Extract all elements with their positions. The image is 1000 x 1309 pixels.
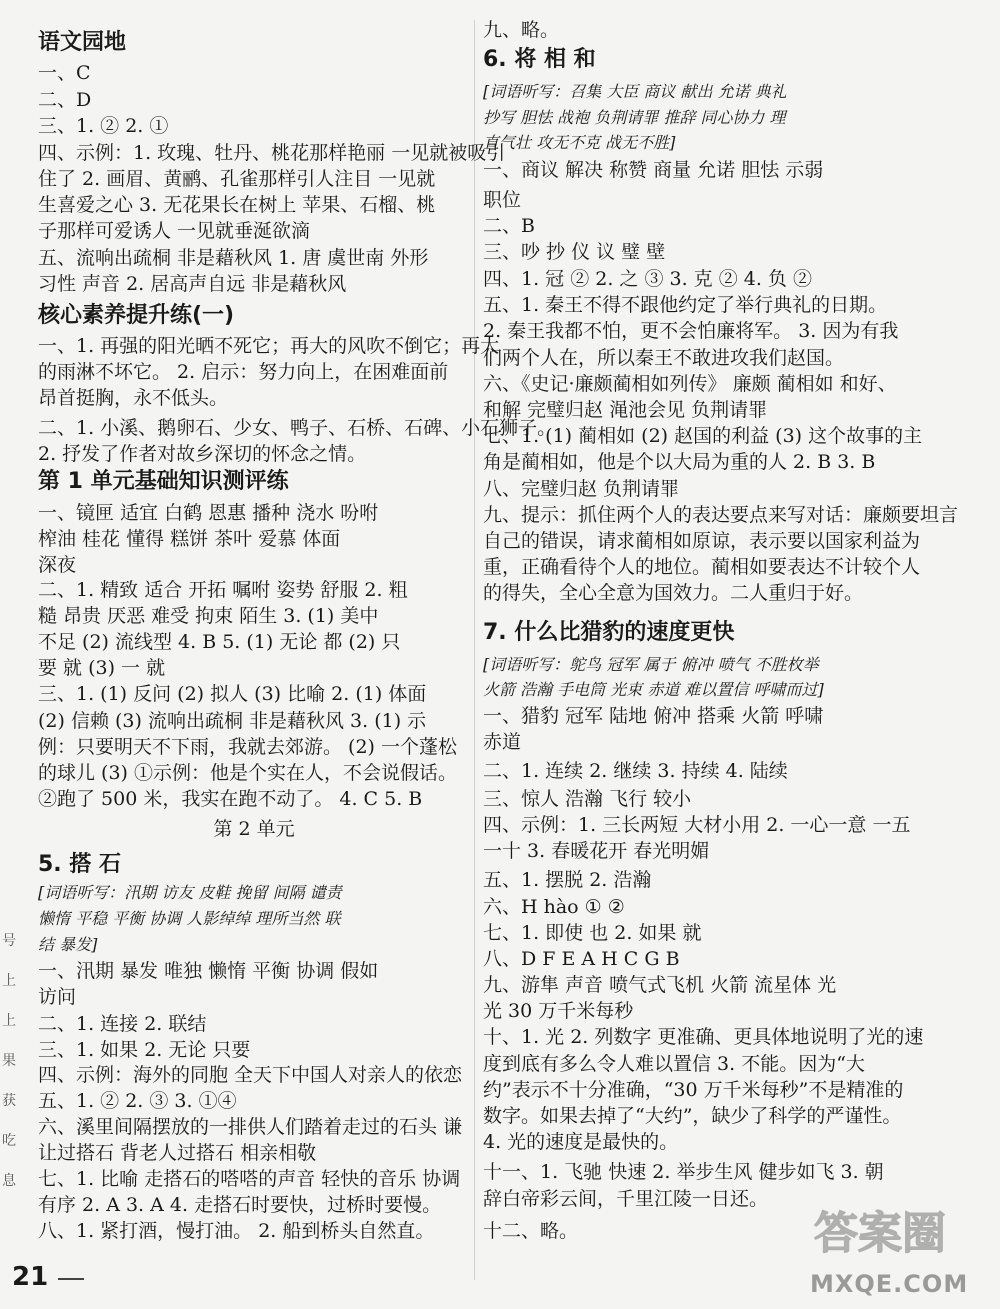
right-line: 七、1. 即使 也 2. 如果 就: [483, 922, 702, 944]
left-line: 2. 抒发了作者对故乡深切的怀念之情。: [38, 443, 367, 465]
left-line: 访问: [38, 986, 77, 1008]
left-line: 二、1. 小溪、鹅卵石、少女、鸭子、石桥、石碑、小石狮子。: [38, 417, 557, 439]
left-section-heading: 第 2 单元: [213, 818, 295, 840]
left-line: 的雨淋不坏它。 2. 启示：努力向上，在困难面前: [38, 361, 449, 383]
left-line: 三、1. 如果 2. 无论 只要: [38, 1039, 251, 1061]
binding-edge-text: 号 上 上 果 获 吃 息: [2, 933, 16, 1189]
right-line: 三、惊人 浩瀚 飞行 较小: [483, 788, 692, 810]
left-dictation-line: 懒惰 平稳 平衡 协调 人影绰绰 理所当然 联: [38, 909, 341, 928]
left-line: 四、示例：1. 玫瑰、牡丹、桃花那样艳丽 一见就被吸引: [38, 142, 506, 164]
left-line: 深夜: [38, 554, 77, 576]
left-dictation-line: [词语听写：汛期 访友 皮鞋 挽留 间隔 谴责: [38, 883, 342, 902]
right-line: 十一、1. 飞驰 快速 2. 举步生风 健步如飞 3. 朝: [483, 1161, 884, 1183]
left-line: 二、1. 精致 适合 开拓 嘱咐 姿势 舒服 2. 粗: [38, 579, 408, 601]
left-line: 二、1. 连接 2. 联结: [38, 1013, 207, 1035]
left-line: 糙 昂贵 厌恶 难受 拘束 陌生 3. (1) 美中: [38, 605, 379, 627]
right-line: 九、提示：抓住两个人的表达要点来写对话：廉颇要坦言: [483, 504, 959, 526]
right-line: 重，正确看待个人的地位。蔺相如要表达不计较个人: [483, 556, 921, 578]
left-line: 的球儿 (3) ①示例：他是个实在人，不会说假话。: [38, 762, 457, 784]
right-line: 八、D F E A H C G B: [483, 948, 680, 970]
column-divider: [474, 20, 475, 1280]
right-line: 职位: [483, 189, 522, 211]
left-section-heading: 语文园地: [38, 30, 127, 55]
left-line: 有序 2. A 3. A 4. 走搭石时要快，过桥时要慢。: [38, 1194, 442, 1216]
right-line: 赤道: [483, 731, 522, 753]
right-line: 辞白帝彩云间，千里江陵一日还。: [483, 1188, 769, 1210]
left-line: 八、1. 紧打酒，慢打油。 2. 船到桥头自然直。: [38, 1220, 435, 1242]
left-line: 住了 2. 画眉、黄鹂、孔雀那样引人注目 一见就: [38, 168, 436, 190]
right-dictation-line: [词语听写：鸵鸟 冠军 属于 俯冲 喷气 不胜枚举: [483, 655, 819, 674]
right-line: 自己的错误，请求蔺相如原谅，表示要以国家利益为: [483, 530, 921, 552]
right-line: 约”表示不十分准确，“30 万千米每秒”不是精准的: [483, 1079, 904, 1101]
right-line: 一、猎豹 冠军 陆地 俯冲 搭乘 火箭 呼啸: [483, 705, 824, 727]
right-line: 五、1. 秦王不得不跟他约定了举行典礼的日期。: [483, 294, 888, 316]
left-dictation-line: 结 暴发]: [38, 935, 98, 954]
left-line: (2) 信赖 (3) 流响出疏桐 非是藉秋风 3. (1) 示: [38, 710, 427, 732]
right-line: 六、H hào ① ②: [483, 896, 625, 918]
left-line: 四、示例：海外的同胞 全天下中国人对亲人的依恋: [38, 1064, 463, 1086]
left-line: 子那样可爱诱人 一见就垂涎欲滴: [38, 220, 311, 242]
right-line: 一、商议 解决 称赞 商量 允诺 胆怯 示弱: [483, 159, 824, 181]
left-line: 例：只要明天不下雨，我就去郊游。 (2) 一个蓬松: [38, 736, 457, 758]
right-line: 十、1. 光 2. 列数字 更准确、更具体地说明了光的速: [483, 1026, 924, 1048]
page-number-dash: [58, 1278, 84, 1280]
left-line: 昂首挺胸，永不低头。: [38, 387, 229, 409]
right-line: 八、完璧归赵 负荆请罪: [483, 478, 680, 500]
right-line: 4. 光的速度是最快的。: [483, 1131, 679, 1153]
right-line: 四、1. 冠 ② 2. 之 ③ 3. 克 ② 4. 负 ②: [483, 268, 812, 290]
left-line: 五、1. ② 2. ③ 3. ①④: [38, 1090, 237, 1112]
left-line: 五、流响出疏桐 非是藉秋风 1. 唐 虞世南 外形: [38, 247, 429, 269]
left-line: 三、1. (1) 反问 (2) 拟人 (3) 比喻 2. (1) 体面: [38, 683, 427, 705]
right-line: 十二、略。: [483, 1220, 579, 1242]
right-line: 四、示例：1. 三长两短 大材小用 2. 一心一意 一五: [483, 814, 911, 836]
watermark-url: MXQE.COM: [810, 1270, 969, 1298]
right-section-heading: 7. 什么比猎豹的速度更快: [483, 620, 735, 645]
right-line: 2. 秦王我都不怕，更不会怕廉将军。 3. 因为有我: [483, 320, 899, 342]
right-dictation-line: 直气壮 攻无不克 战无不胜]: [483, 133, 676, 152]
right-line: 二、1. 连续 2. 继续 3. 持续 4. 陆续: [483, 760, 788, 782]
right-line: 三、吵 抄 仪 议 璧 壁: [483, 241, 666, 263]
left-line: 榨油 桂花 懂得 糕饼 茶叶 爱慕 体面: [38, 528, 341, 550]
left-line: 不足 (2) 流线型 4. B 5. (1) 无论 都 (2) 只: [38, 631, 401, 653]
right-section-heading: 6. 将 相 和: [483, 47, 596, 72]
left-line: 一、C: [38, 62, 91, 84]
right-line: 六、《史记·廉颇蔺相如列传》 廉颇 蔺相如 和好、: [483, 373, 897, 395]
right-line: 一十 3. 春暖花开 春光明媚: [483, 840, 710, 862]
right-line: 七、1. (1) 蔺相如 (2) 赵国的利益 (3) 这个故事的主: [483, 425, 923, 447]
left-line: 让过搭石 背老人过搭石 相亲相敬: [38, 1142, 317, 1164]
left-section-heading: 核心素养提升练(一): [38, 303, 235, 328]
right-dictation-line: [词语听写：召集 大臣 商议 献出 允诺 典礼: [483, 82, 787, 101]
right-line: 光 30 万千米每秒: [483, 1000, 634, 1022]
right-line: 的得失，全心全意为国效力。二人重归于好。: [483, 582, 864, 604]
right-line: 们两个人在，所以秦王不敢进攻我们赵国。: [483, 347, 845, 369]
left-line: 三、1. ② 2. ①: [38, 115, 169, 137]
left-section-heading: 5. 搭 石: [38, 852, 121, 877]
right-dictation-line: 火箭 浩瀚 手电筒 光束 赤道 难以置信 呼啸而过]: [483, 680, 824, 699]
right-line: 数字。如果去掉了“大约”，缺少了科学的严谨性。: [483, 1105, 902, 1127]
left-line: ②跑了 500 米，我实在跑不动了。 4. C 5. B: [38, 788, 423, 810]
right-line: 和解 完璧归赵 渑池会见 负荆请罪: [483, 399, 768, 421]
left-line: 七、1. 比喻 走搭石的嗒嗒的声音 轻快的音乐 协调: [38, 1168, 461, 1190]
left-line: 习性 声音 2. 居高声自远 非是藉秋风: [38, 273, 347, 295]
page-number: 21: [12, 1262, 49, 1292]
right-line: 九、游隼 声音 喷气式飞机 火箭 流星体 光: [483, 974, 837, 996]
left-line: 一、1. 再强的阳光晒不死它；再大的风吹不倒它；再大: [38, 335, 500, 357]
left-line: 六、溪里间隔摆放的一排供人们踏着走过的石头 谦: [38, 1116, 463, 1138]
left-line: 生喜爱之心 3. 无花果长在树上 苹果、石榴、桃: [38, 194, 436, 216]
left-section-heading: 第 1 单元基础知识测评练: [38, 469, 289, 494]
right-line: 角是蔺相如，他是个以大局为重的人 2. B 3. B: [483, 451, 876, 473]
right-line: 五、1. 摆脱 2. 浩瀚: [483, 869, 652, 891]
right-line: 九、略。: [483, 19, 560, 41]
right-line: 度到底有多么令人难以置信 3. 不能。因为“大: [483, 1053, 865, 1075]
left-line: 要 就 (3) 一 就: [38, 657, 166, 679]
left-line: 一、镜匣 适宜 白鹤 恩惠 播种 浇水 吩咐: [38, 502, 379, 524]
right-dictation-line: 抄写 胆怯 战袍 负荆请罪 推辞 同心协力 理: [483, 108, 786, 127]
left-line: 一、汛期 暴发 唯独 懒惰 平衡 协调 假如: [38, 960, 379, 982]
left-line: 二、D: [38, 89, 92, 111]
svg-text:答案圈: 答案圈: [814, 1208, 946, 1259]
right-line: 二、B: [483, 215, 535, 237]
